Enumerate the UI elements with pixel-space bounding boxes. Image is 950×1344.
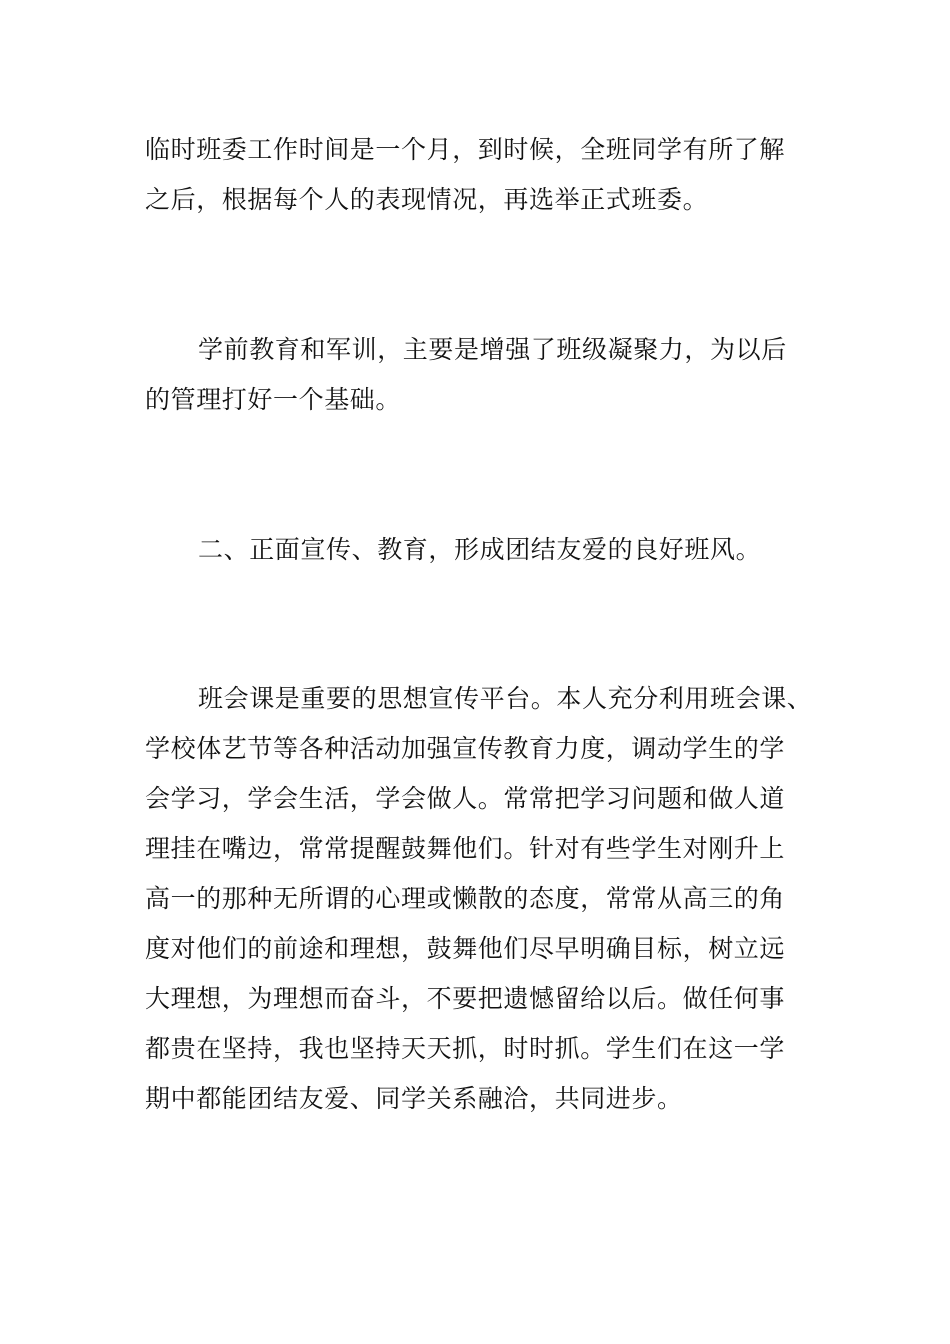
text-line: 都贵在坚持，我也坚持天天抓，时时抓。学生们在这一学 [145,1034,786,1063]
text-line: 学校体艺节等各种活动加强宣传教育力度，调动学生的学 [145,734,786,763]
text-line: 班会课是重要的思想宣传平台。本人充分利用班会课、 [198,684,813,713]
text-line: 二、正面宣传、教育，形成团结友爱的良好班风。 [198,535,762,564]
text-line: 会学习，学会生活，学会做人。常常把学习问题和做人道 [145,784,786,813]
text-line: 大理想，为理想而奋斗，不要把遗憾留给以后。做任何事 [145,984,786,1013]
text-line: 理挂在嘴边，常常提醒鼓舞他们。针对有些学生对刚升上 [145,834,786,863]
text-line: 之后，根据每个人的表现情况，再选举正式班委。 [145,185,709,214]
text-line: 的管理打好一个基础。 [145,385,402,414]
text-line: 期中都能团结友爱、同学关系融洽，共同进步。 [145,1084,683,1113]
text-line: 度对他们的前途和理想，鼓舞他们尽早明确目标，树立远 [145,934,786,963]
text-line: 临时班委工作时间是一个月，到时候，全班同学有所了解 [145,135,786,164]
text-line: 学前教育和军训，主要是增强了班级凝聚力，为以后 [198,335,787,364]
text-line: 高一的那种无所谓的心理或懒散的态度，常常从高三的角 [145,884,786,913]
